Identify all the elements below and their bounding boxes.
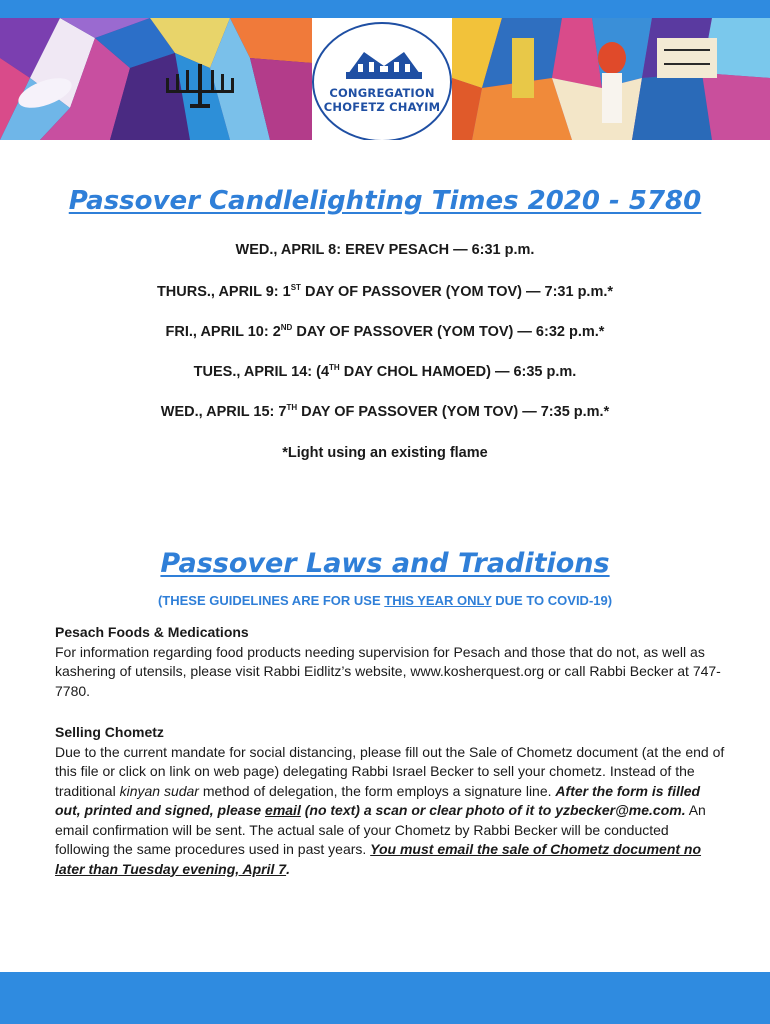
section-heading: Selling Chometz — [55, 724, 164, 740]
laws-title: Passover Laws and Traditions — [160, 548, 610, 579]
candlelighting-title: Passover Candlelighting Times 2020 - 5780 — [68, 186, 702, 216]
bottom-color-bar — [0, 972, 770, 1024]
stained-glass-right-image — [452, 18, 770, 140]
covid-guidelines-note: (THESE GUIDELINES ARE FOR USE THIS YEAR ONLY DUE TO COVID-19) — [157, 593, 613, 608]
top-color-bar — [0, 0, 770, 18]
selling-chometz-section: Selling Chometz Due to the current mandate for social distancing, please fill out the Sale of Chometz document (at the end of this file or click on link on web page) delegating Rabbi Israel Becker to sell your chometz. Instead of the traditional kinyan sudar method of delegation, the form employs a signature line. After the form is filled out, printed and signed, please email (no text) a scan or clear photo of it to yzbecker@me.com. An email confirmation will be sent. The actual sale of your Chometz by Rabbi Becker will be conducted following the same procedures used in past years. You must email the sale of Chometz document no later than Tuesday evening, April 7. — [55, 724, 725, 877]
candlelighting-line: THURS., APRIL 9: 1ST DAY OF PASSOVER (YOM TOV) — 7:31 p.m.* — [156, 283, 614, 300]
section-body: For information regarding food products needing supervision for Pesach and those that do not, as well as kashering of utensils, please visit Rabbi Eidlitz’s website, www.kosherquest.org or call Rabbi Becker at 747-7780. — [55, 643, 721, 699]
email-link[interactable]: email — [265, 802, 301, 818]
section-heading: Pesach Foods & Medications — [55, 624, 249, 640]
congregation-logo — [312, 22, 452, 140]
stained-glass-banner — [0, 18, 770, 140]
candlelighting-line: WED., APRIL 15: 7TH DAY OF PASSOVER (YOM TOV) — 7:35 p.m.* — [160, 403, 610, 420]
torah-emblem-icon — [342, 44, 426, 80]
candlelighting-line: TUES., APRIL 14: (4TH DAY CHOL HAMOED) — 6:35 p.m. — [193, 363, 577, 380]
candlelighting-line: WED., APRIL 8: EREV PESACH — 6:31 p.m. — [235, 242, 535, 258]
logo-text-line-1: CONGREGATION — [329, 86, 435, 100]
flame-note: *Light using an existing flame — [282, 445, 488, 461]
logo-text-line-2: CHOFETZ CHAYIM — [323, 100, 441, 114]
deadline-notice: You must email the sale of Chometz document no later than Tuesday evening, April 7 — [55, 841, 702, 877]
stained-glass-left-image — [0, 18, 312, 140]
foods-medications-section — [55, 623, 725, 701]
candlelighting-line: FRI., APRIL 10: 2ND DAY OF PASSOVER (YOM TOV) — 6:32 p.m.* — [165, 323, 605, 340]
